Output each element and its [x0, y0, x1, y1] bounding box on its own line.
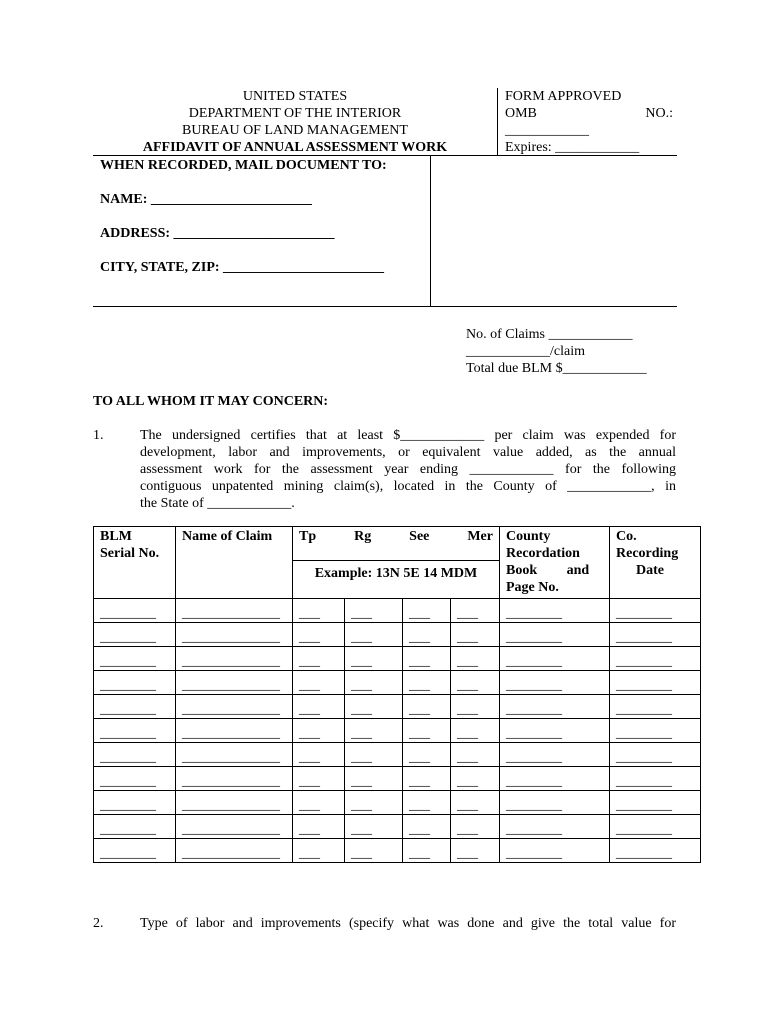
table-row [94, 671, 701, 695]
col-county-line-3 [506, 562, 603, 579]
recording-date-blank[interactable]: ________ [610, 791, 701, 815]
see-blank[interactable]: ___ [403, 839, 451, 863]
claim-name-blank[interactable]: ______________ [176, 791, 293, 815]
claim-name-blank[interactable]: ______________ [176, 599, 293, 623]
item-1-line: contiguous unpatented mining claim(s), located in the County of ____________, in [140, 479, 676, 494]
recording-date-blank[interactable]: ________ [610, 767, 701, 791]
location-subheads [299, 528, 493, 545]
tp-blank[interactable]: ___ [293, 743, 345, 767]
omb-label: OMB [505, 106, 537, 121]
omb-no-label: NO.: [645, 106, 673, 121]
claim-name-blank[interactable]: ______________ [176, 767, 293, 791]
form-approval-block [505, 88, 673, 156]
rg-blank[interactable]: ___ [345, 743, 403, 767]
item-1-line: The undersigned certifies that at least $____________ per claim was expended for [140, 428, 676, 443]
serial-blank[interactable]: ________ [94, 719, 176, 743]
claims-summary [466, 326, 676, 377]
county-book-blank[interactable]: ________ [500, 599, 610, 623]
rg-blank[interactable]: ___ [345, 719, 403, 743]
table-row [94, 695, 701, 719]
col-co-line-1: Co. [616, 529, 637, 544]
tp-blank[interactable]: ___ [293, 671, 345, 695]
recording-date-blank[interactable]: ________ [610, 623, 701, 647]
table-row [94, 599, 701, 623]
tp-blank[interactable]: ___ [293, 695, 345, 719]
county-book-blank[interactable]: ________ [500, 719, 610, 743]
see-blank[interactable]: ___ [403, 743, 451, 767]
see-blank[interactable]: ___ [403, 719, 451, 743]
recording-date-blank[interactable]: ________ [610, 599, 701, 623]
mail-rule [93, 306, 677, 307]
mer-blank[interactable]: ___ [451, 743, 500, 767]
item-2-text: Type of labor and improvements (specify what was done and give the total value for [140, 916, 676, 931]
tp-blank[interactable]: ___ [293, 839, 345, 863]
county-book-blank[interactable]: ________ [500, 743, 610, 767]
col-county-recordation [500, 527, 610, 599]
table-row [94, 839, 701, 863]
rg-blank[interactable]: ___ [345, 695, 403, 719]
mer-blank[interactable]: ___ [451, 791, 500, 815]
claim-name-blank[interactable]: ______________ [176, 743, 293, 767]
location-example: Example: 13N 5E 14 MDM [293, 561, 500, 599]
serial-blank[interactable]: ________ [94, 623, 176, 647]
agency-line-3: BUREAU OF LAND MANAGEMENT [182, 123, 408, 138]
county-book-blank[interactable]: ________ [500, 623, 610, 647]
table-row [94, 743, 701, 767]
serial-blank[interactable]: ________ [94, 671, 176, 695]
county-book-blank[interactable]: ________ [500, 767, 610, 791]
col-mer: Mer [467, 529, 493, 544]
claim-name-blank[interactable]: ______________ [176, 623, 293, 647]
col-county-line-3-text: Book and [506, 563, 590, 578]
county-book-blank[interactable]: ________ [500, 815, 610, 839]
recording-date-blank[interactable]: ________ [610, 647, 701, 671]
see-blank[interactable]: ___ [403, 599, 451, 623]
omb-row [505, 105, 673, 122]
tp-blank[interactable]: ___ [293, 791, 345, 815]
col-blm-serial [94, 527, 176, 599]
col-co-line-3: Date [636, 563, 664, 578]
item-2-number: 2. [93, 916, 104, 931]
see-blank[interactable]: ___ [403, 671, 451, 695]
city-state-zip-field[interactable]: CITY, STATE, ZIP: _______________________ [100, 260, 385, 275]
claim-name-blank[interactable]: ______________ [176, 695, 293, 719]
mail-heading: WHEN RECORDED, MAIL DOCUMENT TO: [100, 158, 387, 173]
recording-date-blank[interactable]: ________ [610, 719, 701, 743]
rg-blank[interactable]: ___ [345, 791, 403, 815]
col-location [293, 527, 500, 561]
recording-date-blank[interactable]: ________ [610, 839, 701, 863]
claim-rows [94, 599, 701, 863]
mer-blank[interactable]: ___ [451, 719, 500, 743]
col-co-line-2: Recording [616, 546, 679, 561]
tp-blank[interactable]: ___ [293, 599, 345, 623]
header-divider [497, 88, 498, 156]
claim-name-blank[interactable]: ______________ [176, 719, 293, 743]
col-county-line-2: Recordation [506, 546, 580, 561]
header-rule [93, 155, 677, 156]
mer-blank[interactable]: ___ [451, 599, 500, 623]
table-row [94, 791, 701, 815]
table-row [94, 623, 701, 647]
mer-blank[interactable]: ___ [451, 695, 500, 719]
omb-number-blank[interactable]: ____________ [505, 123, 589, 138]
name-field[interactable]: NAME: _______________________ [100, 192, 312, 207]
serial-blank[interactable]: ________ [94, 767, 176, 791]
mer-blank[interactable]: ___ [451, 623, 500, 647]
tp-blank[interactable]: ___ [293, 767, 345, 791]
rg-blank[interactable]: ___ [345, 839, 403, 863]
item-1-text [140, 427, 676, 512]
agency-header [93, 88, 497, 156]
col-name-of-claim: Name of Claim [176, 527, 293, 599]
no-of-claims-field[interactable]: No. of Claims ____________ [466, 327, 633, 342]
recording-date-blank[interactable]: ________ [610, 671, 701, 695]
county-book-blank[interactable]: ________ [500, 671, 610, 695]
table-row [94, 815, 701, 839]
serial-blank[interactable]: ________ [94, 695, 176, 719]
serial-blank[interactable]: ________ [94, 815, 176, 839]
see-blank[interactable]: ___ [403, 695, 451, 719]
agency-line-2: DEPARTMENT OF THE INTERIOR [188, 106, 402, 121]
see-blank[interactable]: ___ [403, 791, 451, 815]
expires-field[interactable]: Expires: ____________ [505, 140, 640, 155]
agency-line-1: UNITED STATES [242, 89, 348, 104]
form-title: AFFIDAVIT OF ANNUAL ASSESSMENT WORK [142, 140, 448, 155]
tp-blank[interactable]: ___ [293, 815, 345, 839]
mer-blank[interactable]: ___ [451, 839, 500, 863]
rg-blank[interactable]: ___ [345, 647, 403, 671]
mer-blank[interactable]: ___ [451, 671, 500, 695]
per-claim-field[interactable]: ____________/claim [466, 344, 585, 359]
mer-blank[interactable]: ___ [451, 767, 500, 791]
mer-blank[interactable]: ___ [451, 815, 500, 839]
see-blank[interactable]: ___ [403, 815, 451, 839]
item-1-line: assessment work for the assessment year ending ____________ for the following [140, 462, 676, 477]
col-see: See [409, 529, 430, 544]
item-1-line: the State of ____________. [140, 496, 295, 511]
county-book-blank[interactable]: ________ [500, 695, 610, 719]
tp-blank[interactable]: ___ [293, 623, 345, 647]
see-blank[interactable]: ___ [403, 647, 451, 671]
recording-date-blank[interactable]: ________ [610, 743, 701, 767]
county-book-blank[interactable]: ________ [500, 791, 610, 815]
address-field[interactable]: ADDRESS: _______________________ [100, 226, 335, 241]
see-blank[interactable]: ___ [403, 623, 451, 647]
table-row [94, 719, 701, 743]
total-due-field[interactable]: Total due BLM $____________ [466, 361, 647, 376]
claim-name-blank[interactable]: ______________ [176, 647, 293, 671]
tp-blank[interactable]: ___ [293, 647, 345, 671]
rg-blank[interactable]: ___ [345, 767, 403, 791]
serial-blank[interactable]: ________ [94, 743, 176, 767]
tp-blank[interactable]: ___ [293, 719, 345, 743]
rg-blank[interactable]: ___ [345, 599, 403, 623]
recording-date-blank[interactable]: ________ [610, 815, 701, 839]
col-rg: Rg [354, 529, 372, 544]
salutation: TO ALL WHOM IT MAY CONCERN: [93, 394, 329, 409]
claim-name-blank[interactable]: ______________ [176, 671, 293, 695]
serial-blank[interactable]: ________ [94, 599, 176, 623]
claim-name-blank[interactable]: ______________ [176, 815, 293, 839]
serial-blank[interactable]: ________ [94, 791, 176, 815]
col-recording-date [610, 527, 701, 599]
form-approved-label: FORM APPROVED [505, 89, 622, 104]
rg-blank[interactable]: ___ [345, 815, 403, 839]
claim-name-blank[interactable]: ______________ [176, 839, 293, 863]
mer-blank[interactable]: ___ [451, 647, 500, 671]
table-row [94, 647, 701, 671]
see-blank[interactable]: ___ [403, 767, 451, 791]
col-tp: Tp [299, 529, 317, 544]
item-1-line: development, labor and improvements, or equivalent value added, as the annual [140, 445, 676, 460]
table-row [94, 767, 701, 791]
serial-blank[interactable]: ________ [94, 647, 176, 671]
col-county-line-1: County [506, 529, 551, 544]
county-book-blank[interactable]: ________ [500, 839, 610, 863]
item-1-number: 1. [93, 428, 104, 443]
col-blm-line-1: BLM [100, 529, 132, 544]
mail-divider [430, 156, 431, 307]
rg-blank[interactable]: ___ [345, 671, 403, 695]
rg-blank[interactable]: ___ [345, 623, 403, 647]
col-blm-line-2: Serial No. [100, 546, 160, 561]
table-header-row [94, 527, 701, 561]
county-book-blank[interactable]: ________ [500, 647, 610, 671]
mail-to-block [100, 157, 430, 276]
serial-blank[interactable]: ________ [94, 839, 176, 863]
claims-table [93, 526, 701, 863]
col-county-line-4: Page No. [506, 580, 559, 595]
recording-date-blank[interactable]: ________ [610, 695, 701, 719]
